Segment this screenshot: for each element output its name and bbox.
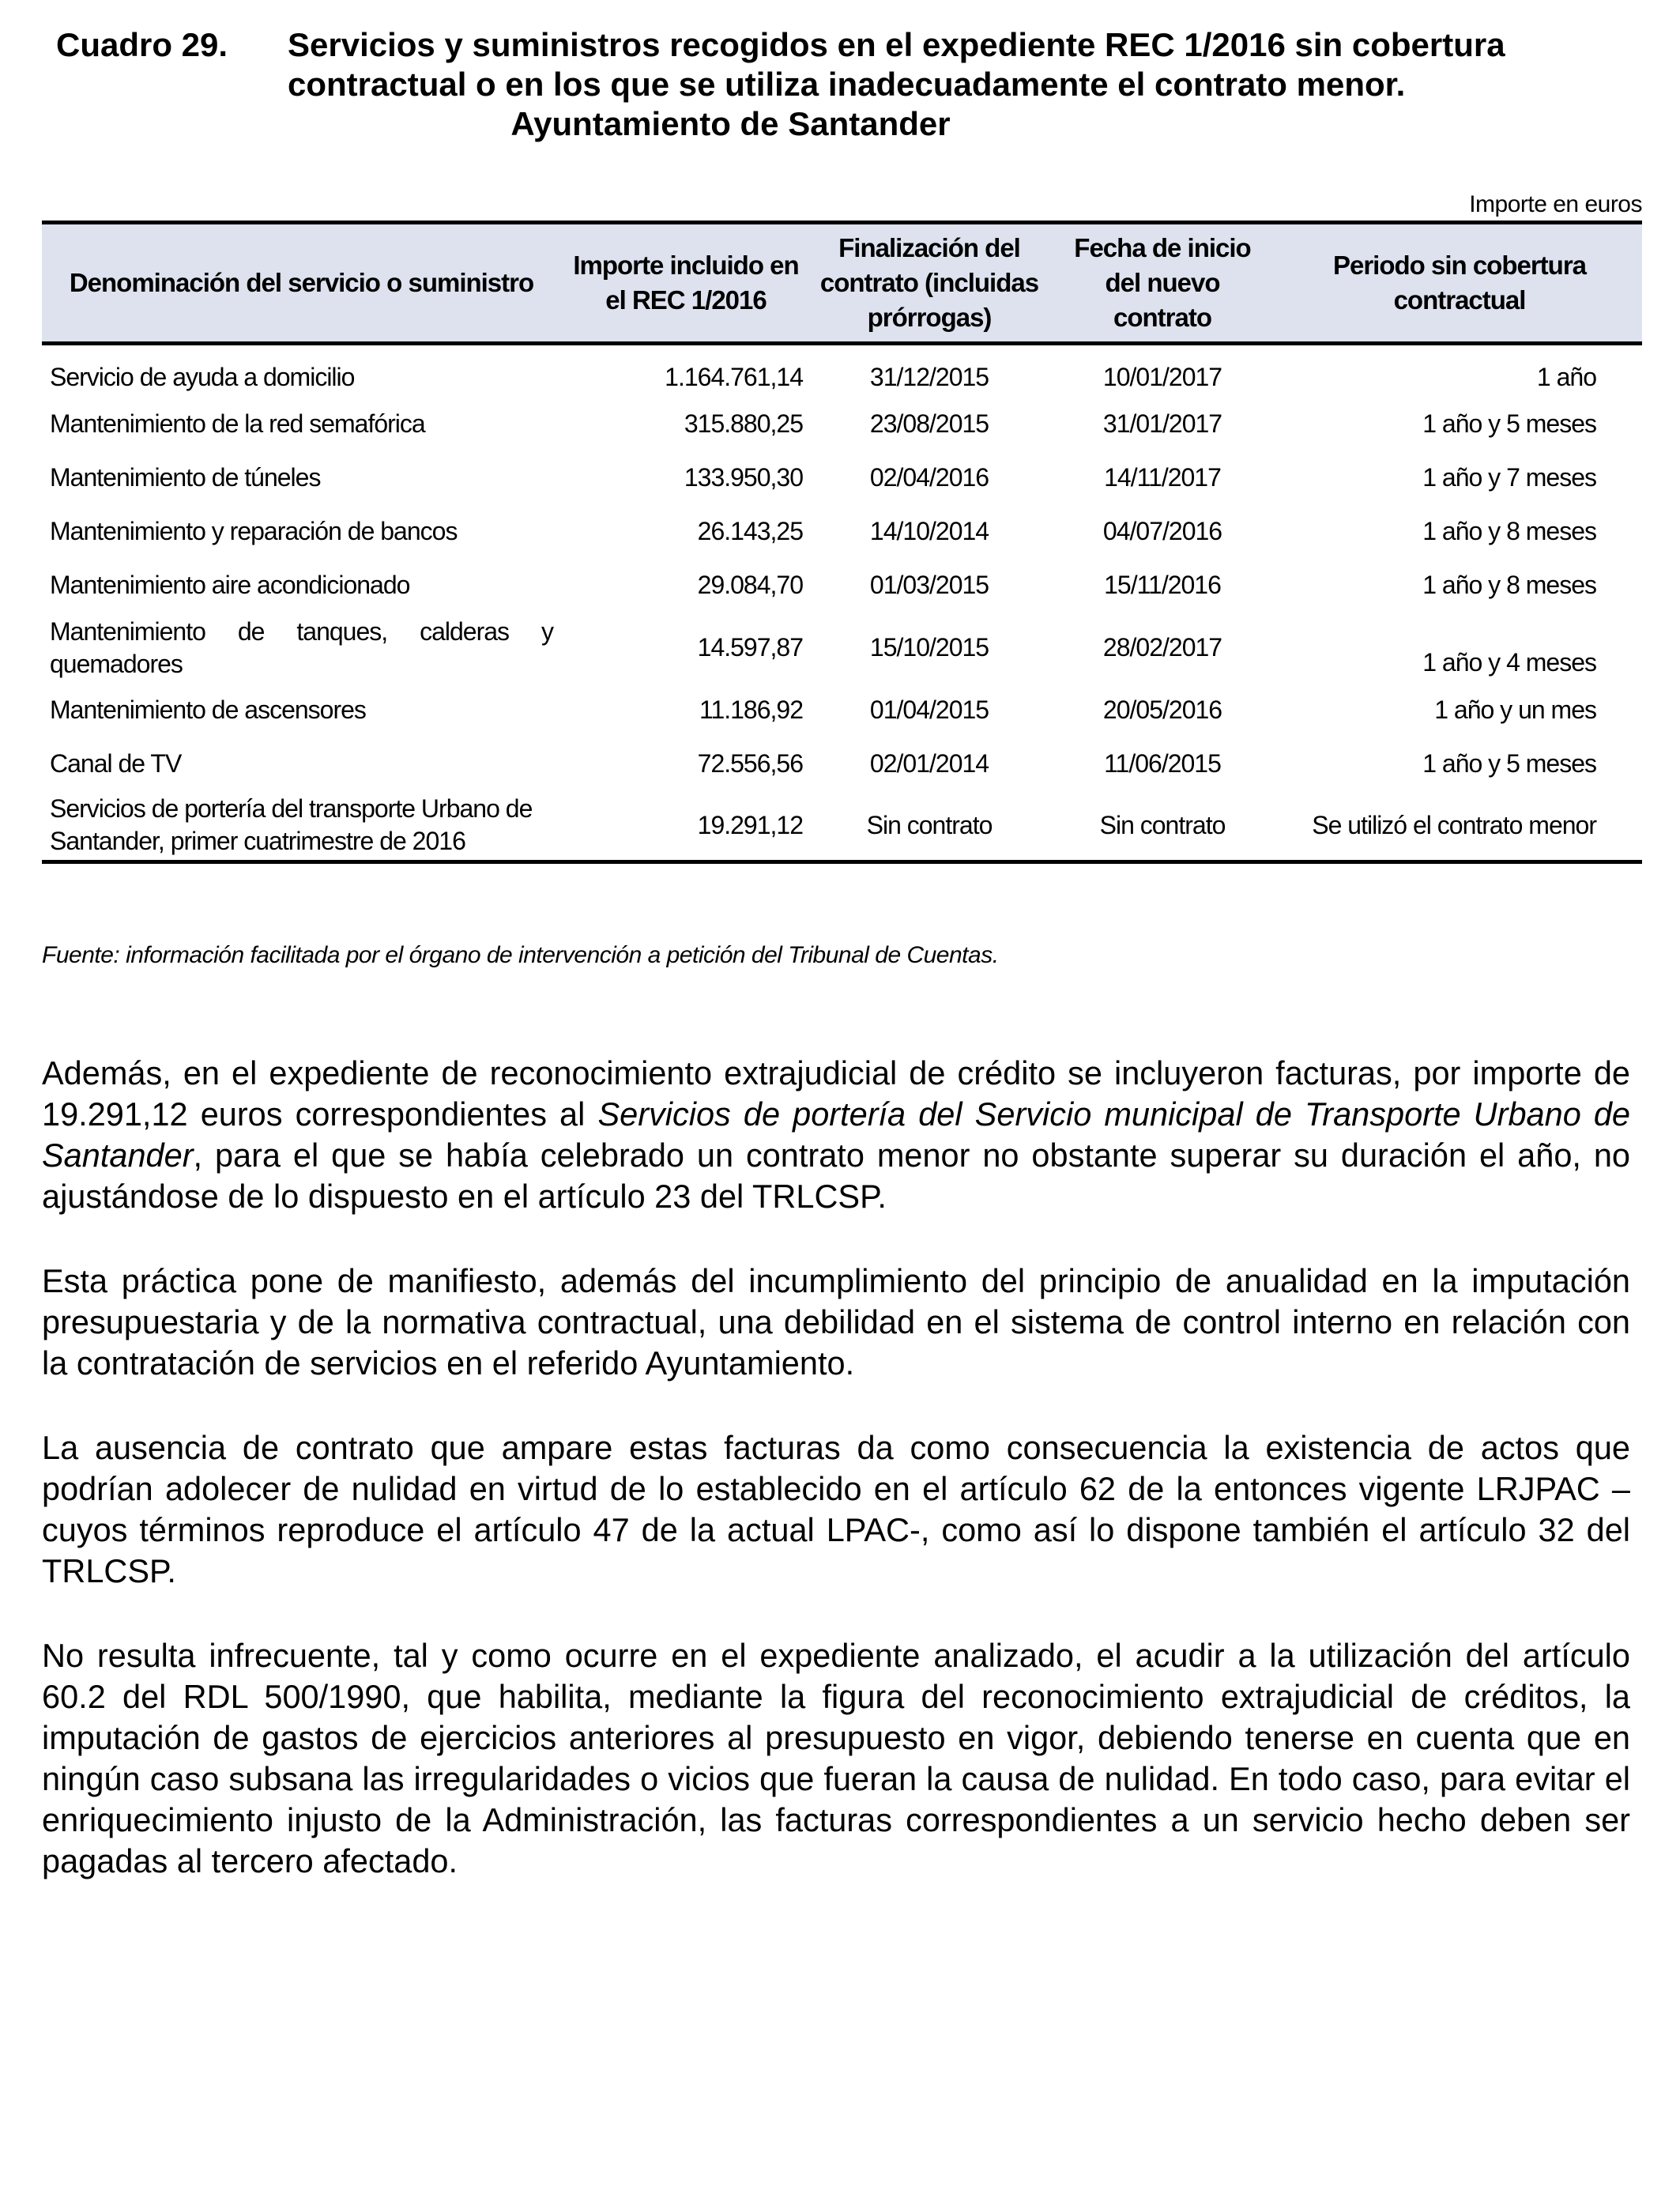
cell-uncovered-period: 1 año y 5 meses — [1422, 409, 1596, 438]
cell-new-contract-start: 20/05/2016 — [1102, 696, 1222, 724]
header-new-contract-start: Fecha de inicio del nuevo contrato — [1048, 223, 1277, 344]
cell-contract-end: 02/01/2014 — [869, 749, 989, 778]
table-row — [42, 559, 1642, 613]
caption-line-3: Ayuntamiento de Santander — [510, 105, 951, 142]
cell-new-contract-start: 11/06/2015 — [1104, 749, 1221, 778]
cell-contract-end: 01/03/2015 — [869, 571, 989, 599]
cell-service-name: Mantenimiento de la red semafórica — [50, 409, 425, 438]
cell-amount: 14.597,87 — [697, 633, 803, 662]
table-row — [42, 684, 1642, 737]
cell-uncovered-period: 1 año y 7 meses — [1422, 463, 1596, 492]
cell-service-name: Canal de TV — [50, 749, 182, 778]
body-text — [42, 1053, 1630, 1925]
table-row — [42, 613, 1642, 684]
cell-contract-end: 23/08/2015 — [869, 409, 989, 438]
paragraph-1: Además, en el expediente de reconocimiento extrajudicial de crédito se incluyeron facturas, por importe de 19.291,12 euros correspondientes al Servicios de portería del Servicio municipal de Transporte Urbano de Santander, para el que se había celebrado un contrato menor no obstante superar su duración el año, no ajustándose de lo dispuesto en el artículo 23 del TRLCSP. — [42, 1054, 1631, 1215]
cell-service-name: Mantenimiento de ascensores — [50, 696, 366, 724]
cell-service-name: Servicio de ayuda a domicilio — [50, 363, 355, 392]
cell-contract-end: 14/10/2014 — [869, 517, 989, 545]
cell-service-name: Mantenimiento de túneles — [50, 463, 321, 492]
cell-new-contract-start: 14/11/2017 — [1104, 463, 1221, 492]
cell-new-contract-start: 28/02/2017 — [1102, 633, 1222, 662]
cell-amount: 72.556,56 — [697, 749, 803, 778]
table-row — [42, 791, 1642, 862]
cell-new-contract-start: 10/01/2017 — [1102, 363, 1222, 392]
cell-contract-end: 01/04/2015 — [869, 696, 989, 724]
cell-amount: 26.143,25 — [697, 517, 803, 545]
table-row — [42, 398, 1642, 451]
cell-uncovered-period: 1 año y 8 meses — [1422, 517, 1596, 545]
cell-uncovered-period: 1 año y 5 meses — [1422, 749, 1596, 778]
cell-service-name: Mantenimiento de tanques, calderas y quemadores — [50, 616, 553, 678]
cell-contract-end: Sin contrato — [811, 791, 1048, 862]
cell-new-contract-start: Sin contrato — [1048, 791, 1277, 862]
service-name-italic: Servicios de portería del Servicio municipal de Transporte Urbano de Santander — [42, 1095, 1631, 1174]
cell-service-name: Mantenimiento aire acondicionado — [50, 571, 410, 599]
cell-uncovered-period: 1 año y un mes — [1434, 696, 1596, 724]
cell-service-name: Mantenimiento y reparación de bancos — [50, 517, 458, 545]
caption-label: Cuadro 29. — [56, 26, 228, 63]
cell-amount: 315.880,25 — [684, 409, 803, 438]
table-row — [42, 451, 1642, 505]
table-row — [42, 505, 1642, 559]
cell-uncovered-period: 1 año — [1536, 363, 1596, 392]
cell-contract-end: 15/10/2015 — [869, 633, 989, 662]
units-note: Importe en euros — [1469, 191, 1642, 217]
cell-contract-end: 31/12/2015 — [869, 363, 989, 392]
header-contract-end: Finalización del contrato (incluidas prórrogas) — [811, 223, 1048, 344]
services-table — [42, 221, 1642, 864]
caption-line-1: Servicios y suministros recogidos en el expediente REC 1/2016 sin cobertura — [288, 26, 1505, 63]
cell-new-contract-start: 15/11/2016 — [1104, 571, 1221, 599]
header-amount: Importe incluido en el REC 1/2016 — [561, 223, 811, 344]
cell-uncovered-period: Se utilizó el contrato menor — [1277, 791, 1642, 862]
cell-uncovered-period: 1 año y 8 meses — [1422, 571, 1596, 599]
caption-line-2: contractual o en los que se utiliza inadecuadamente el contrato menor. — [288, 66, 1406, 103]
cell-new-contract-start: 04/07/2016 — [1102, 517, 1222, 545]
table-row — [42, 737, 1642, 791]
cell-service-name: Servicios de portería del transporte Urbano de Santander, primer cuatrimestre de 2016 — [42, 791, 561, 862]
cell-new-contract-start: 31/01/2017 — [1102, 409, 1222, 438]
cell-amount: 11.186,92 — [699, 696, 803, 724]
paragraph-4: No resulta infrecuente, tal y como ocurre en el expediente analizado, el acudir a la utilización del artículo 60.2 del RDL 500/1990, que habilita, mediante la figura del reconocimiento extrajudicial de créditos, la imputación de gastos de ejercicios anteriores al presupuesto en vigor, debiendo tenerse en cuenta que en ningún caso subsana las irregularidades o vicios que fueran la causa de nulidad. En todo caso, para evitar el enriquecimiento injusto de la Administración, las facturas correspondientes a un servicio hecho deben ser pagadas al tercero afectado. — [42, 1637, 1630, 1879]
paragraph-2: Esta práctica pone de manifiesto, además del incumplimiento del principio de anualidad en la imputación presupuestaria y de la normativa contractual, una debilidad en el sistema de control interno en relación con la contratación de servicios en el referido Ayuntamiento. — [42, 1262, 1630, 1382]
table-caption — [56, 25, 1637, 144]
table-row — [42, 344, 1642, 398]
header-uncovered-period: Periodo sin cobertura contractual — [1277, 223, 1642, 344]
cell-amount: 19.291,12 — [561, 791, 811, 862]
table-header-row — [42, 223, 1642, 344]
cell-amount: 1.164.761,14 — [665, 363, 803, 392]
paragraph-3: La ausencia de contrato que ampare estas facturas da como consecuencia la existencia de actos que podrían adolecer de nulidad en virtud de lo establecido en el artículo 62 de la entonces vigente LRJPAC –cuyos términos reproduce el artículo 47 de la actual LPAC-, como así lo dispone también el artículo 32 del TRLCSP. — [42, 1429, 1630, 1589]
source-note: Fuente: información facilitada por el órgano de intervención a petición del Tribunal de Cuentas. — [42, 942, 999, 968]
cell-amount: 29.084,70 — [697, 571, 803, 599]
cell-contract-end: 02/04/2016 — [869, 463, 989, 492]
cell-amount: 133.950,30 — [684, 463, 803, 492]
header-service-name: Denominación del servicio o suministro — [42, 223, 561, 344]
cell-uncovered-period: 1 año y 4 meses — [1422, 647, 1596, 677]
